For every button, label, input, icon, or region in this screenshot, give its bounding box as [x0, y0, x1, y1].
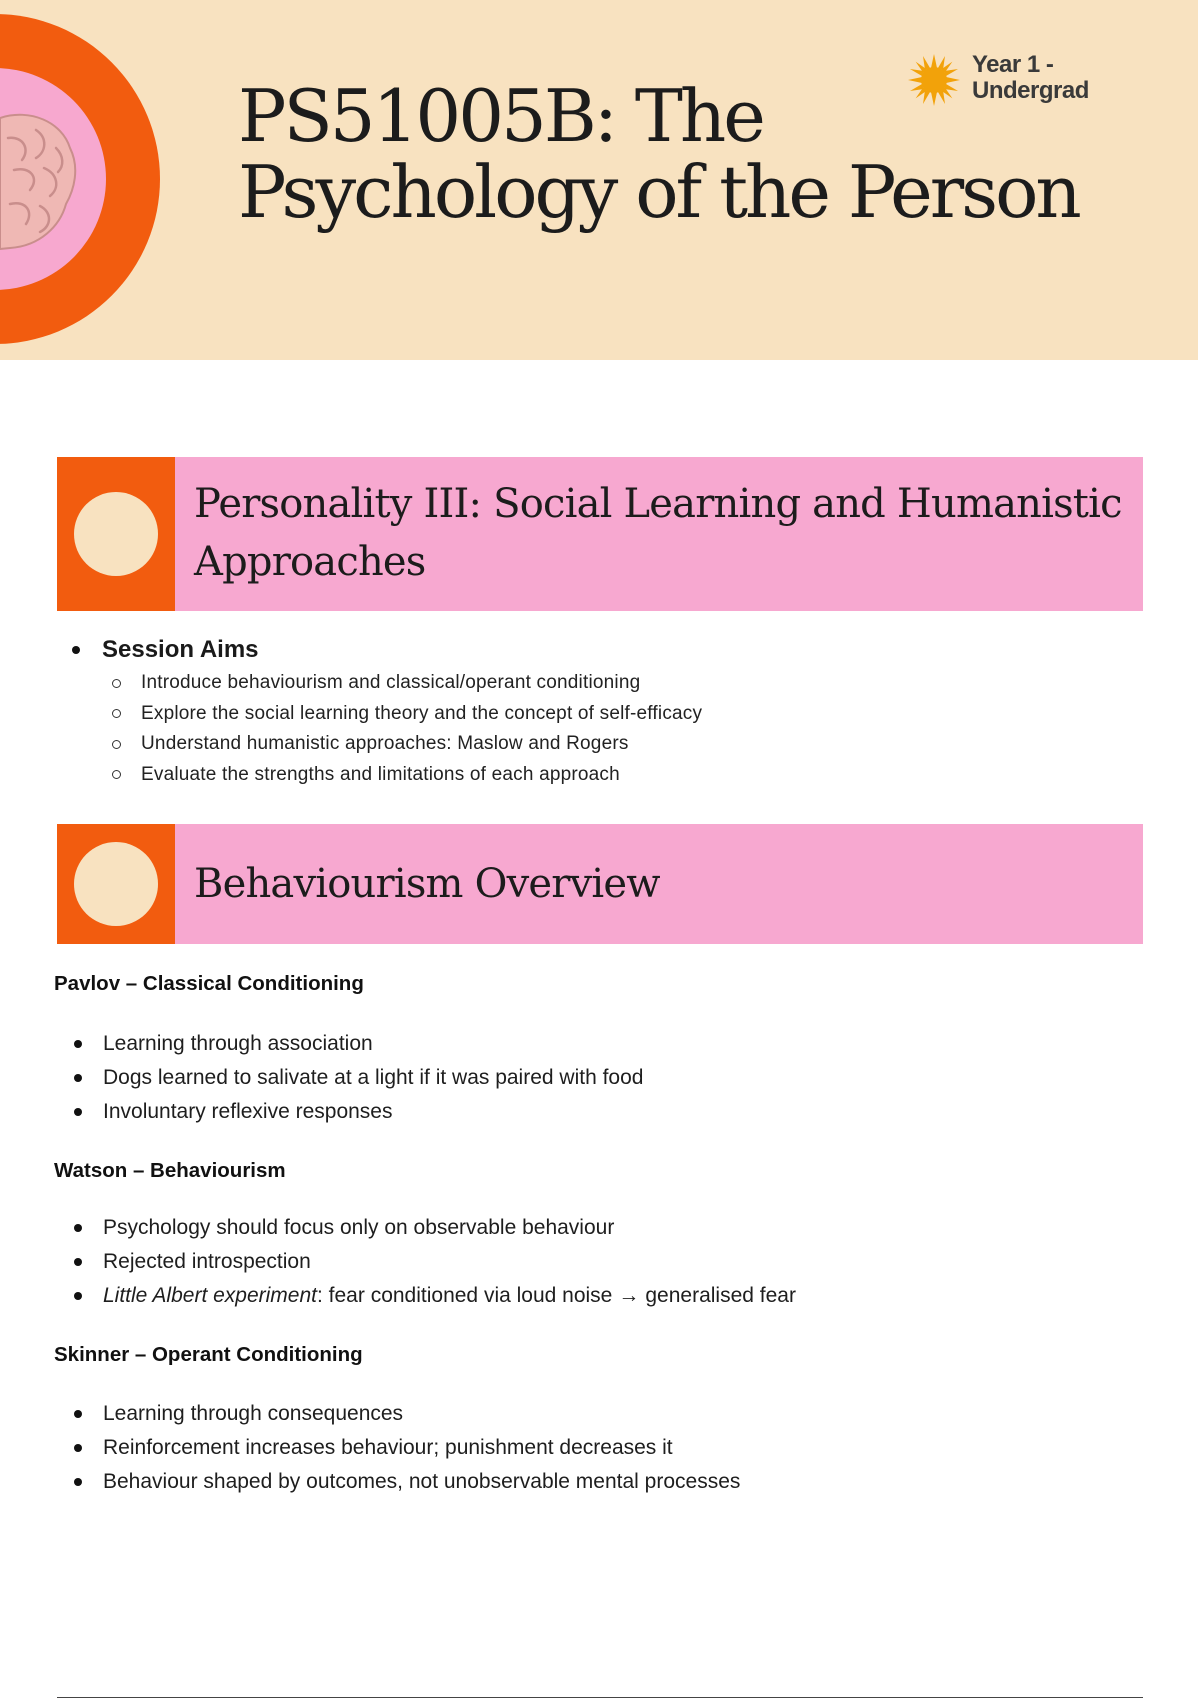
bullet-list [54, 1211, 796, 1313]
list-item [112, 699, 702, 730]
brain-icon [0, 108, 80, 253]
experiment-text: : fear conditioned via loud noise [317, 1284, 613, 1307]
subsection-watson [54, 1158, 796, 1313]
subsection-title: Pavlov – Classical Conditioning [54, 972, 364, 995]
list-item-text: Explore the social learning theory and the concept of self-efficacy [141, 702, 703, 724]
list-item [74, 1465, 740, 1499]
list-item-text: Behaviour shaped by outcomes, not unobservable mental processes [103, 1470, 741, 1493]
bullet-icon [74, 1410, 82, 1418]
badge-line-2: Undergrad [972, 77, 1089, 104]
banner-dot [74, 842, 158, 926]
list-item [74, 1027, 643, 1061]
badge-text [972, 52, 1122, 104]
list-item-text: Introduce behaviourism and classical/operant conditioning [141, 672, 641, 693]
subsection-skinner [54, 1342, 740, 1499]
bullet-list [54, 1397, 740, 1499]
bullet-icon [74, 1444, 82, 1452]
list-item-text: Rejected introspection [103, 1250, 311, 1273]
subsection-title: Watson – Behaviourism [54, 1159, 286, 1182]
bullet-icon [72, 646, 80, 654]
section-banner-behaviourism [57, 824, 1143, 944]
aims-heading [72, 636, 702, 664]
list-item-text: Reinforcement increases behaviour; punishment decreases it [103, 1436, 673, 1459]
list-item [74, 1431, 740, 1465]
list-item [112, 760, 702, 791]
bullet-icon [74, 1074, 82, 1082]
banner-dot [74, 492, 158, 576]
hollow-bullet-icon [112, 740, 121, 749]
footer-divider [57, 1697, 1143, 1698]
title-line-1: PS51005B: The [238, 74, 763, 158]
experiment-result: generalised fear [645, 1284, 796, 1307]
list-item-text: Dogs learned to salivate at a light if it was paired with food [103, 1066, 644, 1089]
sun-icon [906, 52, 962, 108]
list-item-text: Psychology should focus only on observable behaviour [103, 1216, 615, 1239]
badge-line-1: Year 1 - [972, 51, 1054, 78]
aims-list [72, 668, 702, 790]
list-item [74, 1061, 643, 1095]
list-item-text [103, 1279, 796, 1313]
hollow-bullet-icon [112, 679, 121, 688]
section-heading: Behaviourism Overview [194, 861, 660, 907]
bullet-icon [74, 1258, 82, 1266]
list-item [74, 1397, 740, 1431]
aims-title: Session Aims [102, 636, 259, 663]
bullet-icon [74, 1108, 82, 1116]
list-item-text: Evaluate the strengths and limitations of each approach [141, 763, 620, 785]
page-header [0, 0, 1200, 360]
list-item [74, 1095, 643, 1129]
year-badge [906, 52, 1122, 108]
list-item [112, 729, 702, 760]
bullet-list [54, 1027, 643, 1129]
list-item-text: Understand humanistic approaches: Maslow and Rogers [141, 733, 629, 754]
bullet-icon [74, 1040, 82, 1048]
list-item-text: Learning through consequences [103, 1402, 404, 1425]
list-item-text: Learning through association [103, 1032, 373, 1055]
experiment-name: Little Albert experiment [103, 1284, 317, 1307]
bullet-icon [74, 1292, 82, 1300]
list-item [74, 1245, 796, 1279]
section-heading: Personality III: Social Learning and Humanistic Approaches [194, 481, 1122, 585]
subsection-pavlov [54, 971, 643, 1129]
bullet-icon [74, 1224, 82, 1232]
hollow-bullet-icon [112, 709, 121, 718]
session-aims [72, 636, 702, 790]
hollow-bullet-icon [112, 770, 121, 779]
list-item [74, 1211, 796, 1245]
list-item [74, 1279, 796, 1313]
title-line-2: Psychology of the Person [238, 150, 1079, 234]
list-item-text: Involuntary reflexive responses [103, 1100, 393, 1123]
arrow-icon: → [618, 1284, 640, 1307]
section-banner-personality [57, 457, 1143, 611]
subsection-title: Skinner – Operant Conditioning [54, 1343, 363, 1366]
list-item [112, 668, 702, 699]
bullet-icon [74, 1478, 82, 1486]
